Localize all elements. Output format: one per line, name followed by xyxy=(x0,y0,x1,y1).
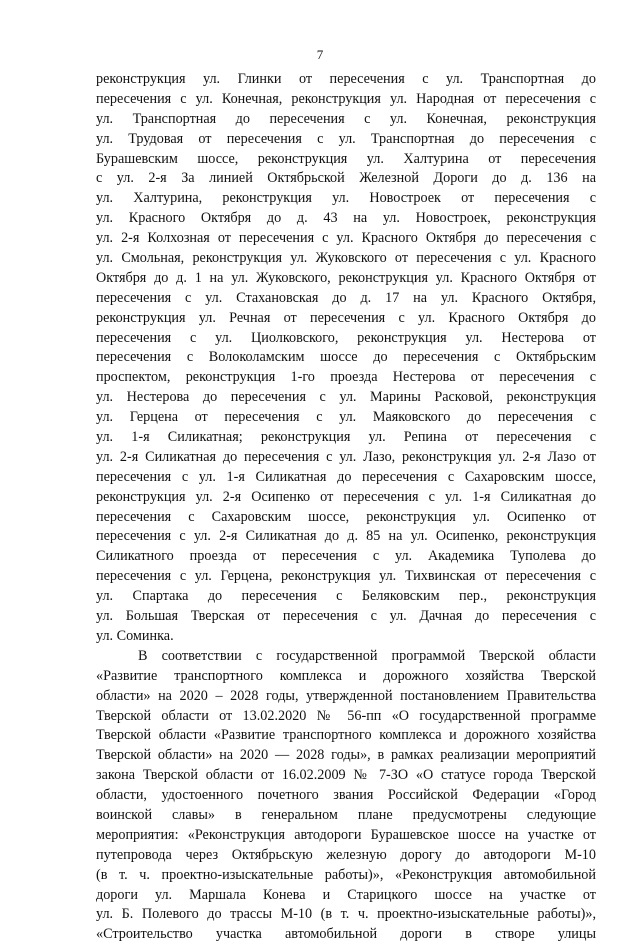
text-line: пересечения с ул. Герцена, реконструкция ул. Тихвинская от пересечения с xyxy=(96,568,596,585)
text-line: «Развитие транспортного комплекса и дорожного хозяйства Тверской xyxy=(96,667,596,684)
text-line: Тверской области» на 2020 — 2028 годы», в рамках реализации мероприятий xyxy=(96,747,596,764)
text-line: Тверской области от 13.02.2020 № 56-пп «О государственной программе xyxy=(96,707,596,724)
text-line: (в т. ч. проектно-изыскательные работы)», «Реконструкция автомобильной xyxy=(96,866,596,883)
text-line: «Строительство участка автомобильной дороги в створе улицы xyxy=(96,926,596,943)
text-line: пересечения с ул. Стахановская до д. 17 на ул. Красного Октября, xyxy=(96,289,596,306)
text-line: ул. Б. Полевого до трассы М-10 (в т. ч. проектно-изыскательные работы)», xyxy=(96,906,596,923)
text-line: пересечения с ул. Конечная, реконструкция ул. Народная от пересечения с xyxy=(96,90,596,107)
text-line: ул. Халтурина, реконструкция ул. Новостроек от пересечения с xyxy=(96,190,596,207)
text-line: пересечения с ул. 1-я Силикатная до пересечения с Сахаровским шоссе, xyxy=(96,468,596,485)
text-line: реконструкция ул. Речная от пересечения с ул. Красного Октября до xyxy=(96,309,596,326)
text-line: пересечения с ул. Циолковского, реконструкция ул. Нестерова от xyxy=(96,329,596,346)
text-line: закона Тверской области от 16.02.2009 № 7-ЗО «О статусе города Тверской xyxy=(96,767,596,784)
text-line: пересечения с Волоколамским шоссе до пересечения с Октябрьским xyxy=(96,349,596,366)
text-line: ул. Герцена от пересечения с ул. Маяковского до пересечения с xyxy=(96,409,596,426)
text-line: ул. Красного Октября до д. 43 на ул. Новостроек, реконструкция xyxy=(96,210,596,227)
text-line: с ул. 2-я За линией Октябрьской Железной Дороги до д. 136 на xyxy=(96,170,596,187)
text-line: области» на 2020 – 2028 годы, утвержденной постановлением Правительства xyxy=(96,687,596,704)
text-line: Октября до д. 1 на ул. Жуковского, реконструкция ул. Красного Октября от xyxy=(96,269,596,286)
text-line: Силикатного проезда от пересечения с ул. Академика Туполева до xyxy=(96,548,596,565)
text-line: реконструкция ул. 2-я Осипенко от пересечения с ул. 1-я Силикатная до xyxy=(96,488,596,505)
text-line: воинской славы» в генеральном плане предусмотрены следующие xyxy=(96,806,596,823)
text-line: ул. Большая Тверская от пересечения с ул. Дачная до пересечения с xyxy=(96,608,596,625)
paragraph xyxy=(96,647,596,945)
text-line: ул. 2-я Колхозная от пересечения с ул. Красного Октября до пересечения с xyxy=(96,230,596,247)
text-line: ул. Транспортная до пересечения с ул. Конечная, реконструкция xyxy=(96,110,596,127)
text-line: В соответствии с государственной программой Тверской области xyxy=(138,647,596,664)
text-line: ул. Трудовая от пересечения с ул. Транспортная до пересечения с xyxy=(96,130,596,147)
text-line: ул. Смольная, реконструкция ул. Жуковского от пересечения с ул. Красного xyxy=(96,250,596,267)
text-line: реконструкция ул. Глинки от пересечения с ул. Транспортная до xyxy=(96,71,596,87)
text-line: мероприятия: «Реконструкция автодороги Бурашевское шоссе на участке от xyxy=(96,826,596,843)
text-line: пересечения с Сахаровским шоссе, реконструкция ул. Осипенко от xyxy=(96,508,596,525)
page-number: 7 xyxy=(316,47,324,62)
text-line: пересечения с ул. 2-я Силикатная до д. 85 на ул. Осипенко, реконструкция xyxy=(96,528,596,545)
text-line: ул. Соминка. xyxy=(96,627,174,644)
text-line: Бурашевским шоссе, реконструкция ул. Халтурина от пересечения xyxy=(96,150,596,167)
text-line: путепровода через Октябрьскую железную дорогу до автодороги М-10 xyxy=(96,846,596,863)
text-line: ул. 2-я Силикатная до пересечения с ул. Лазо, реконструкция ул. 2-я Лазо от xyxy=(96,448,596,465)
document-body xyxy=(96,70,596,945)
text-line: дороги ул. Маршала Конева и Старицкого шоссе на участке от xyxy=(96,886,596,903)
text-line: области, удостоенного почетного звания Российской Федерации «Город xyxy=(96,787,596,804)
text-line: проспектом, реконструкция 1-го проезда Нестерова от пересечения с xyxy=(96,369,596,386)
text-line: ул. 1-я Силикатная; реконструкция ул. Репина от пересечения с xyxy=(96,429,596,446)
text-line: ул. Спартака до пересечения с Беляковским пер., реконструкция xyxy=(96,588,596,605)
paragraph xyxy=(96,70,596,647)
text-line: ул. Нестерова до пересечения с ул. Марины Расковой, реконструкция xyxy=(96,389,596,406)
text-line: Тверской области «Развитие транспортного комплекса и дорожного хозяйства xyxy=(96,727,596,744)
